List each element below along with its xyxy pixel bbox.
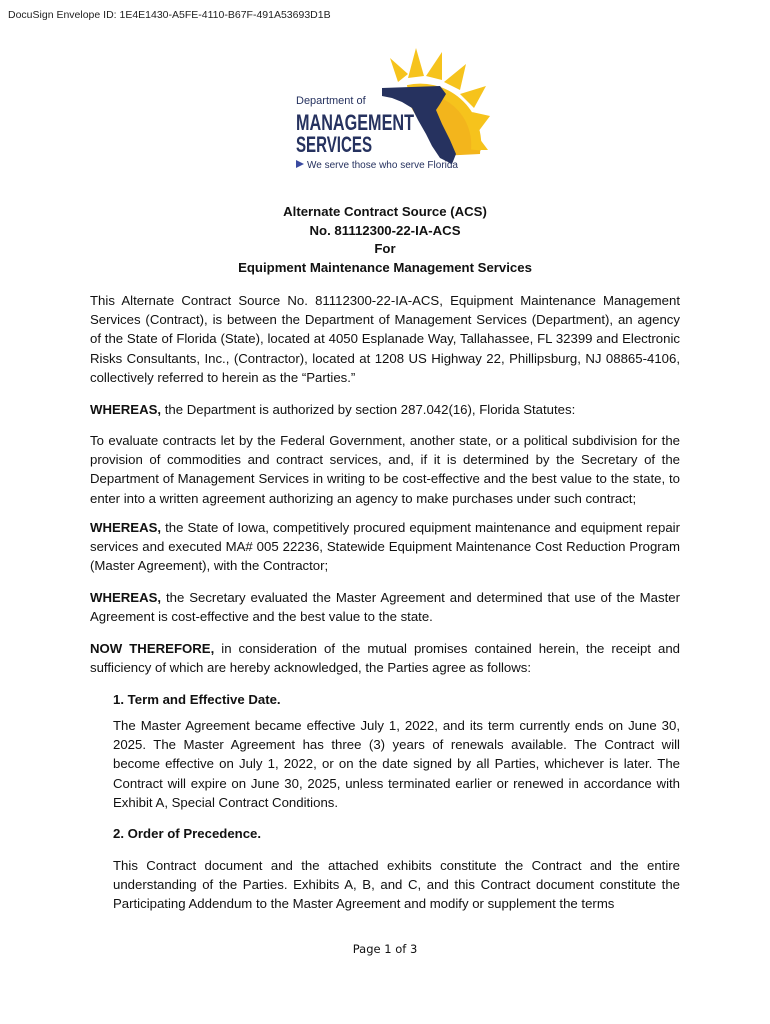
whereas-lead-2: WHEREAS, (90, 520, 162, 535)
whereas-text-2: the State of Iowa, competitively procured equipment maintenance and equipment repair services and executed MA# 005 22236, Statewide Equipment Maintenance Cost Reduction Program (Master Agreement), with the Contractor; (90, 520, 680, 574)
title-line-4: Equipment Maintenance Management Services (238, 259, 532, 275)
whereas-paragraph-2 (90, 518, 680, 576)
now-therefore-paragraph (90, 639, 680, 677)
whereas-lead-1: WHEREAS, (90, 402, 162, 417)
now-therefore-text: in consideration of the mutual promises contained herein, the receipt and sufficiency of which are hereby acknowledged, the Parties agree as follows: (90, 641, 680, 676)
whereas-paragraph-1 (90, 400, 680, 419)
whereas-paragraph-3 (90, 588, 680, 626)
dms-logo-graphic (290, 46, 490, 176)
page-number: Page 1 of 3 (352, 942, 418, 956)
section-1-text: The Master Agreement became effective July 1, 2022, and its term currently ends on June 30, 2025. The Master Agreement has three (3) years of renewals available. The Contract will become effective on July 1, 2022, or on the date signed by all Parties, whichever is later. The Contract will expire on June 30, 2025, unless terminated earlier or renewed in accordance with Exhibit A, Special Contract Conditions. (113, 718, 680, 810)
play-arrow-icon (296, 160, 304, 168)
whereas-text-1: the Department is authorized by section 287.042(16), Florida Statutes: (161, 402, 576, 417)
logo-line1: Department of (296, 95, 366, 107)
evaluate-paragraph: To evaluate contracts let by the Federal Government, another state, or a political subdivision for the provision of commodities and contract services, and, if it is determined by the Secretary of the Department of Management Services in writing to be cost-effective and the best value to the state, to enter into a written agreement authorizing an agency to make purchases under such contract; (90, 433, 680, 506)
whereas-text-3: the Secretary evaluated the Master Agreement and determined that use of the Master Agreement is cost-effective and the best value to the state. (90, 590, 680, 625)
document-title (0, 203, 770, 277)
title-line-3: For (374, 241, 396, 256)
envelope-id: DocuSign Envelope ID: 1E4E1430-A5FE-4110-B67F-491A53693D1B (8, 9, 331, 21)
logo-line3: SERVICES (296, 132, 372, 157)
section-1-heading: 1. Term and Effective Date. (113, 692, 281, 707)
section-2-text: This Contract document and the attached exhibits constitute the Contract and the entire understanding of the Parties. Exhibits A, B, and C, and this Contract document constitute the Participating Addendum to the Master Agreement and modify or supplement the terms (113, 858, 680, 912)
logo-line2: MANAGEMENT (296, 110, 415, 135)
dms-logo (290, 46, 490, 176)
title-line-1: Alternate Contract Source (ACS) (283, 204, 487, 219)
whereas-lead-3: WHEREAS, (90, 590, 162, 605)
now-therefore-lead: NOW THEREFORE, (90, 641, 215, 656)
title-line-2: No. 81112300-22-IA-ACS (309, 222, 461, 238)
section-2-heading: 2. Order of Precedence. (113, 826, 262, 841)
intro-paragraph: This Alternate Contract Source No. 81112300-22-IA-ACS, Equipment Maintenance Management Services (Contract), is between the Department of Management Services (Department), an agency of the State of Florida (State), located at 4050 Esplanade Way, Tallahassee, FL 32399 and Electronic Risks Consultants, Inc., (Contractor), located at 1208 US Highway 22, Phillipsburg, NJ 08865-4106, collectively referred to herein as the “Parties.” (90, 293, 680, 385)
logo-tagline: We serve those who serve Florida (307, 160, 458, 171)
